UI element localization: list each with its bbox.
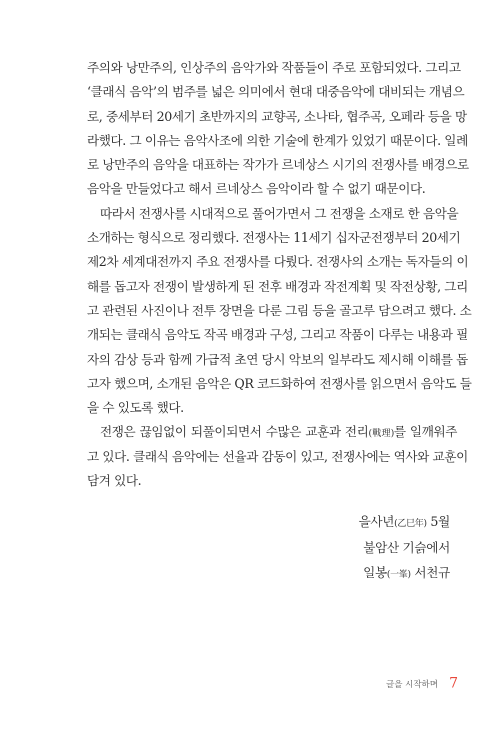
body-line: 을 수 있도록 했다. — [87, 400, 184, 416]
hanja-annotation: (一峯) — [386, 569, 411, 580]
date-text: 을사년 — [358, 514, 395, 529]
signature-author — [359, 561, 450, 587]
hanja-annotation: (乙巳年) — [394, 519, 427, 529]
hanja-annotation: (戰理) — [368, 429, 394, 440]
body-line: 따라서 전쟁사를 시대적으로 풀어가면서 그 전쟁을 소재로 한 음악을 — [100, 205, 459, 221]
body-line: 담겨 있다. — [87, 473, 142, 489]
signature-block — [359, 510, 450, 587]
body-line: 로 낭만주의 음악을 대표하는 작가가 르네상스 시기의 전쟁사를 배경으로 — [87, 157, 469, 173]
body-line: 제2차 세계대전까지 주요 전쟁사를 다뤘다. 전쟁사의 소개는 독자들의 이 — [87, 254, 469, 270]
signature-date — [359, 510, 450, 536]
body-line: 고자 했으며, 소개된 음악은 QR 코드화하여 전쟁사를 읽으면서 음악도 들 — [87, 375, 472, 391]
body-line: 라했다. 그 이유는 음악사조에 의한 기술에 한계가 있었기 때문이다. 일례 — [87, 132, 468, 148]
body-line: 개되는 클래식 음악도 작곡 배경과 구성, 그리고 작품이 다루는 내용과 필 — [87, 327, 468, 343]
body-text: 전쟁은 끊임없이 되풀이되면서 수많은 교훈과 전리 — [100, 424, 369, 440]
body-line: 주의와 낭만주의, 인상주의 음악가와 작품들이 주로 포함되었다. 그리고 — [87, 60, 461, 75]
body-line: 소개하는 형식으로 정리했다. 전쟁사는 11세기 십자군전쟁부터 20세기 — [87, 230, 461, 246]
signature-place: 불암산 기슭에서 — [363, 540, 450, 556]
body-line: 고 관련된 사진이나 전투 장면을 다룬 그림 등을 골고루 담으려고 했다. 소 — [87, 302, 472, 318]
body-line: ‘클래식 음악’의 범주를 넓은 의미에서 현대 대중음악에 대비되는 개념으 — [87, 84, 465, 100]
preface-body — [87, 56, 472, 493]
body-line — [87, 420, 457, 444]
body-line: 자의 감상 등과 함께 가급적 초연 당시 악보의 일부라도 제시해 이해를 돕 — [87, 351, 468, 367]
date-text: 5월 — [426, 514, 450, 529]
body-line: 음악을 만들었다고 해서 르네상스 음악이라 할 수 없기 때문이다. — [87, 181, 426, 197]
page-number: 7 — [449, 675, 458, 692]
body-line: 로, 중세부터 20세기 초반까지의 교향곡, 소나타, 협주곡, 오페라 등을 망 — [87, 108, 467, 124]
body-line: 해를 돕고자 전쟁이 발생하게 된 전후 배경과 작전계획 및 작전상황, 그리 — [87, 278, 468, 294]
author-name: 서천규 — [410, 564, 450, 580]
page-footer — [386, 673, 458, 692]
body-line: 고 있다. 클래식 음악에는 선율과 감동이 있고, 전쟁사에는 역사와 교훈이 — [87, 448, 468, 464]
section-label: 글을 시작하며 — [386, 679, 438, 690]
body-text: 를 일깨워주 — [393, 424, 457, 440]
author-pen-name: 일봉 — [363, 564, 387, 580]
